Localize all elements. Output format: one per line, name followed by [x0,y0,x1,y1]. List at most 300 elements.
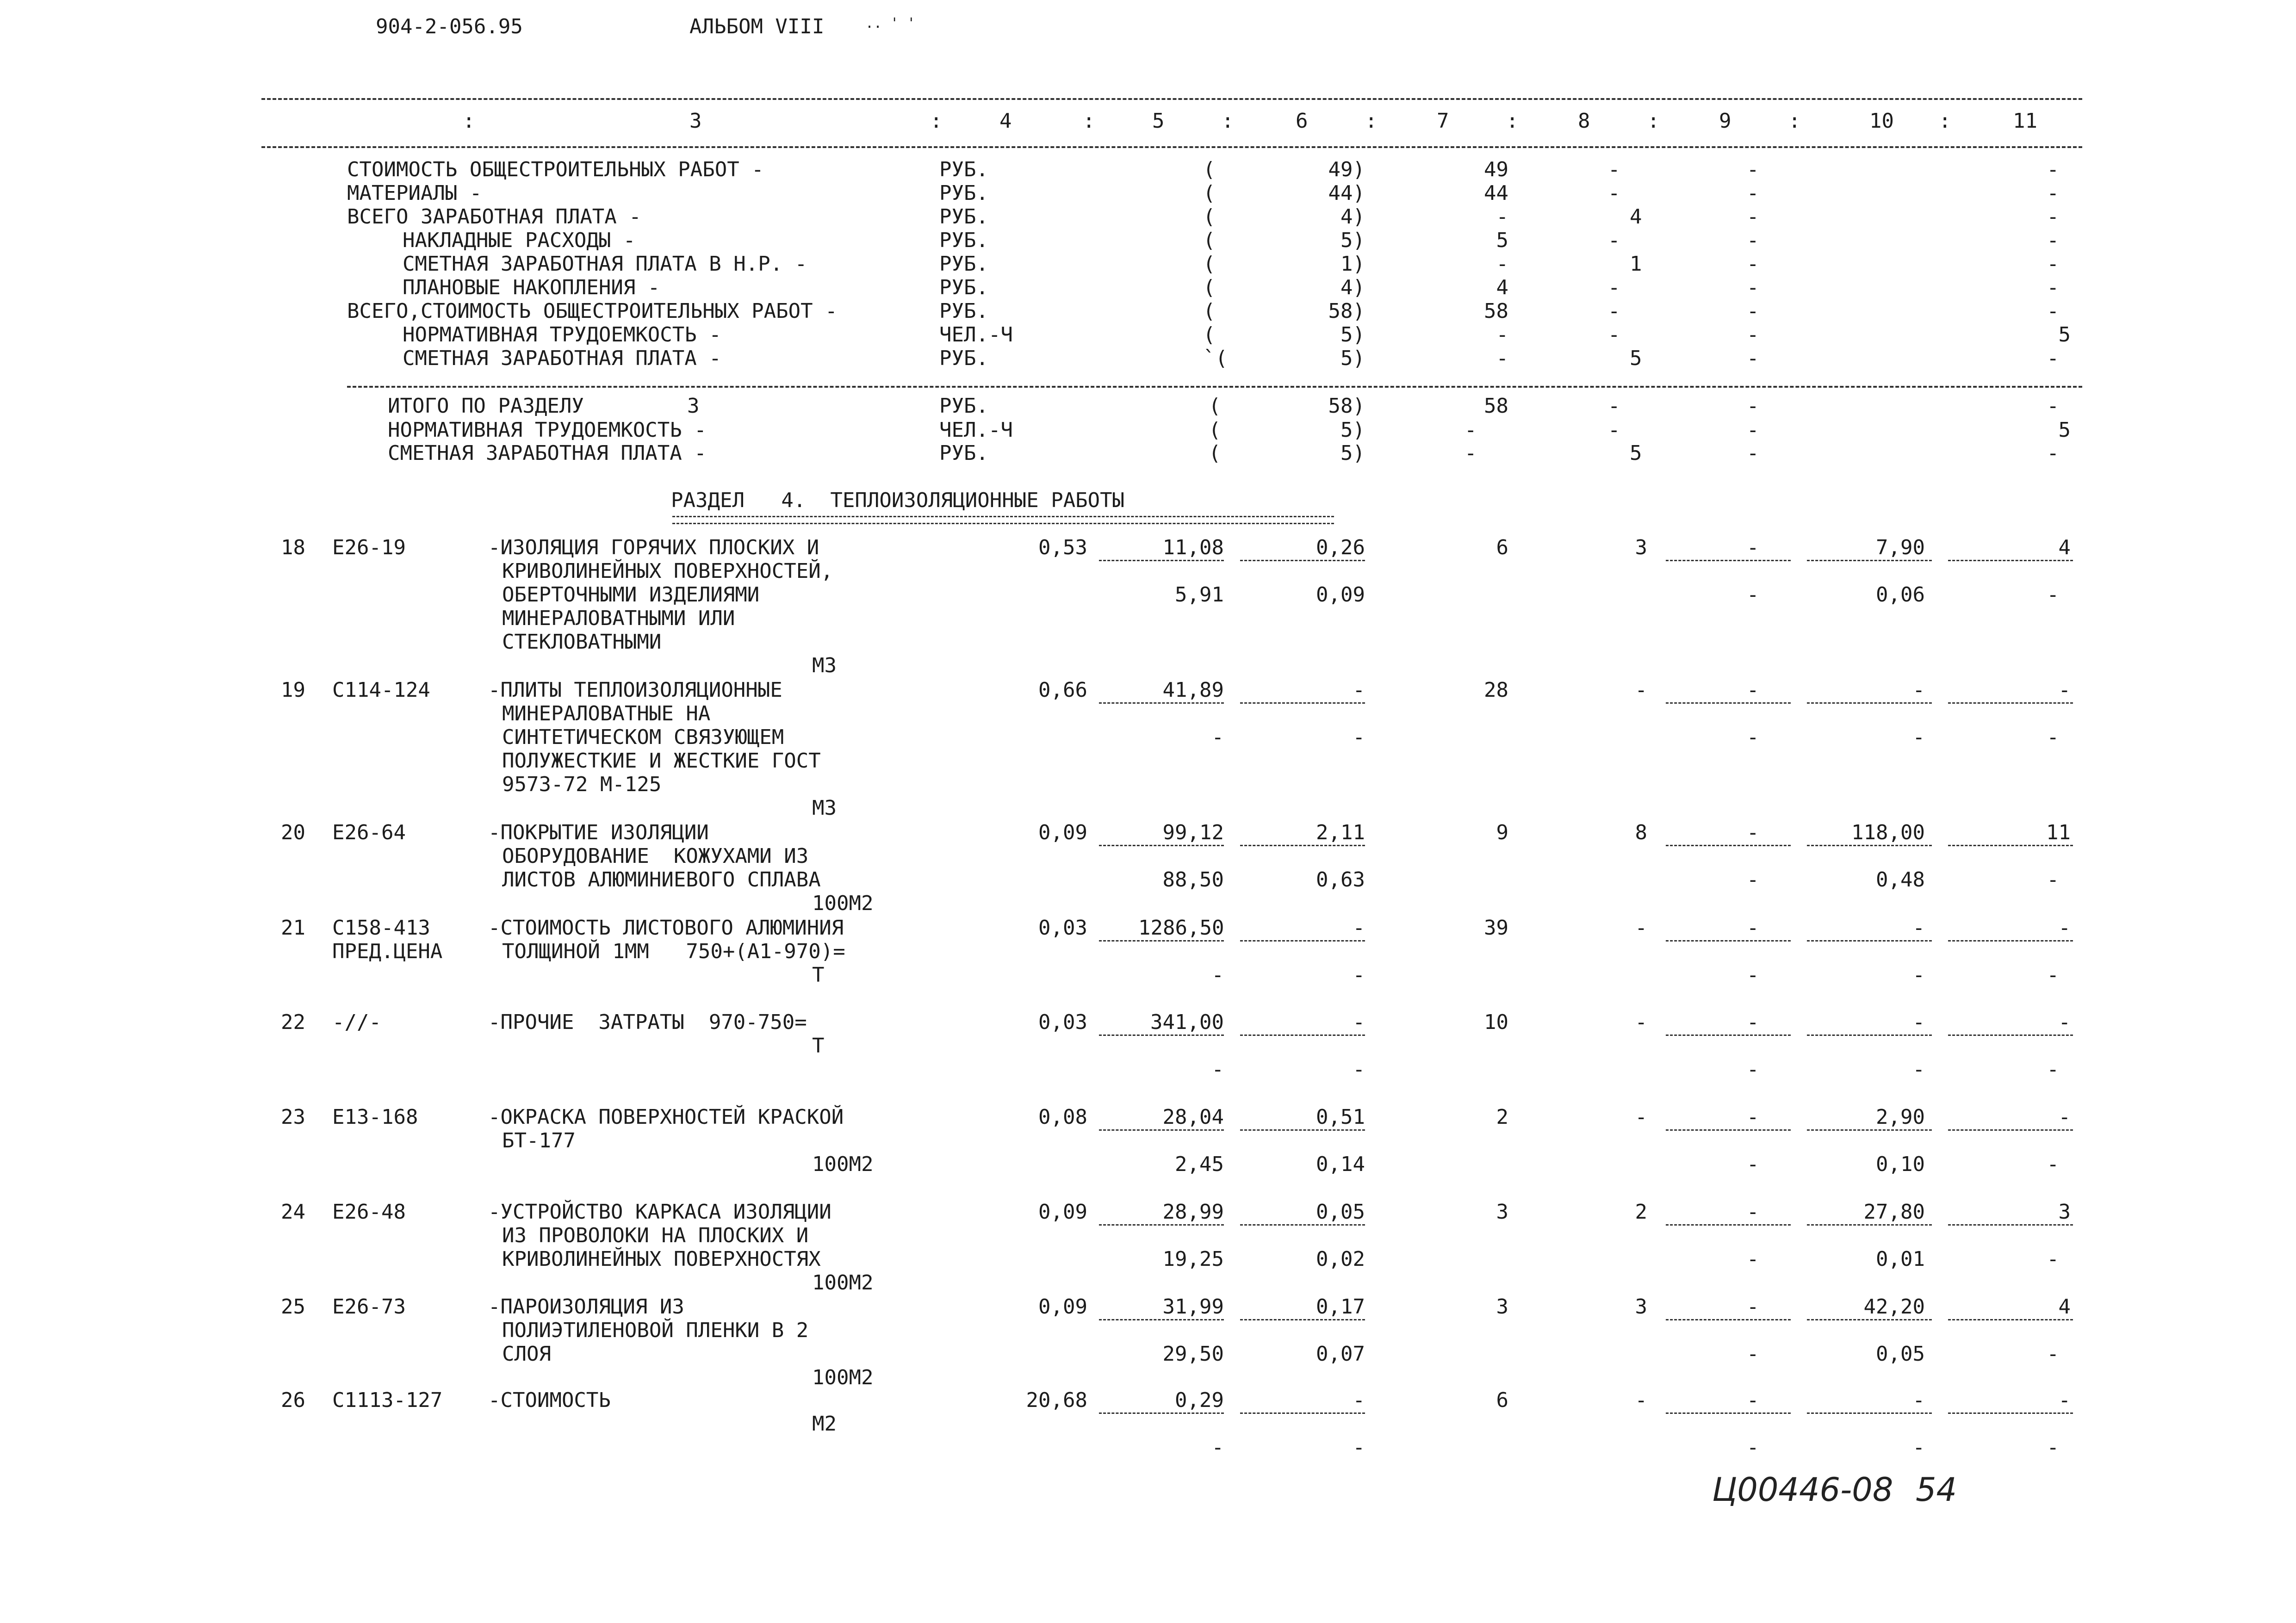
scan-mark: .. ' ' [865,15,916,31]
column-header-cell: : [1506,109,1519,133]
subtotal-rule [1240,702,1365,704]
item-description-line: ОБЕРТОЧНЫМИ ИЗДЕЛИЯМИ [502,583,760,607]
item-col6: - [1353,1388,1365,1412]
item-col6-sub: 0,07 [1316,1342,1365,1366]
subtotal-rule [1948,702,2073,704]
item-col5: 28,99 [1162,1200,1224,1224]
item-description-line: ОБОРУДОВАНИЕ КОЖУХАМИ ИЗ [502,844,809,868]
item-number: 22 [281,1010,305,1034]
total-labor-label: НОРМАТИВНАЯ ТРУДОЕМКОСТЬ - [388,418,707,442]
summary-unit: РУБ. [939,158,988,181]
item-col11: - [2058,678,2071,702]
item-description-line: КРИВОЛИНЕЙНЫХ ПОВЕРХНОСТЯХ [502,1247,821,1271]
item-col11: 3 [2058,1200,2071,1224]
total-section-number: 3 [687,394,700,418]
subtotal-rule [1807,560,1932,561]
item-col5-sub: - [1211,963,1224,987]
subtotal-rule [1948,845,2073,846]
column-header-cell: 4 [999,109,1012,133]
item-col10-sub: - [1912,963,1925,987]
summary-col7: 5 [1496,229,1508,252]
item-col5: 341,00 [1150,1010,1224,1034]
item-code: С1113-127 [332,1388,443,1412]
item-col9-sub: - [1747,1247,1759,1271]
summary-col11: - [2047,158,2059,181]
summary-col10: - [1747,181,1759,205]
subtotal-rule [1240,1129,1365,1131]
summary-paren: ( [1203,229,1216,252]
subtotal-rule [1666,702,1791,704]
item-unit: 100М2 [812,1152,874,1176]
summary-col11: - [2047,181,2059,205]
summary-col6: 5) [1340,229,1365,252]
item-col10-sub: - [1912,725,1925,749]
summary-col7: 4 [1496,276,1508,299]
item-col10: - [1912,678,1925,702]
summary-col7: - [1496,347,1508,370]
item-col11-sub: - [2047,963,2059,987]
item-description-line: ПОЛУЖЕСТКИЕ И ЖЕСТКИЕ ГОСТ [502,749,821,773]
summary-col10: - [1747,229,1759,252]
item-unit: Т [812,1034,825,1058]
item-col9-sub: - [1747,1058,1759,1081]
item-description-line: -УСТРОЙСТВО КАРКАСА ИЗОЛЯЦИИ [488,1200,832,1224]
item-col6-sub: - [1353,1058,1365,1081]
item-code: Е26-64 [332,821,406,844]
summary-col10: - [1747,276,1759,299]
summary-col7: - [1496,323,1508,347]
item-description-line: ТОЛЩИНОЙ 1ММ 750+(А1-970)= [502,940,845,963]
item-col11: - [2058,1388,2071,1412]
item-col11-sub: - [2047,1058,2059,1081]
summary-col6: 4) [1340,276,1365,299]
column-header-cell: : [1222,109,1234,133]
item-col10-sub: - [1912,1436,1925,1459]
item-col6-sub: - [1353,725,1365,749]
item-code: Е26-19 [332,536,406,559]
subtotal-rule [1666,845,1791,846]
subtotal-rule [1948,1035,2073,1036]
summary-unit: РУБ. [939,299,988,323]
item-unit: 100М2 [812,1366,874,1389]
subtotal-rule [1948,940,2073,942]
item-description-line: ЛИСТОВ АЛЮМИНИЕВОГО СПЛАВА [502,868,821,892]
item-col11-sub: - [2047,1247,2059,1271]
summary-unit: РУБ. [939,252,988,276]
item-col10-sub: 0,05 [1876,1342,1925,1366]
column-header-cell: : [1939,109,1951,133]
column-header-cell: 7 [1437,109,1449,133]
album-title: АЛЬБОМ VIII [689,15,825,38]
column-header-cell: : [1083,109,1095,133]
summary-col7: - [1496,252,1508,276]
item-description-line: -СТОИМОСТЬ ЛИСТОВОГО АЛЮМИНИЯ [488,916,844,940]
summary-col8: - [1608,299,1620,323]
subtotal-rule [1948,1412,2073,1414]
summary-col11: - [2047,347,2059,370]
column-header-cell: 11 [2013,109,2037,133]
item-col6: 0,17 [1316,1295,1365,1319]
item-col11: - [2058,1010,2071,1034]
summary-col10: - [1747,158,1759,181]
summary-paren: ( [1203,323,1216,347]
subtotal-rule [1099,1224,1224,1226]
item-col5: 0,29 [1175,1388,1224,1412]
item-col5: 99,12 [1162,821,1224,844]
subtotal-rule [1099,1035,1224,1036]
subtotal-rule [1099,702,1224,704]
subtotal-rule [1240,1035,1365,1036]
subtotal-rule [1807,940,1932,942]
item-col5-sub: 19,25 [1162,1247,1224,1271]
item-number: 18 [281,536,305,559]
summary-paren: ( [1203,205,1216,229]
summary-col9: 1 [1630,252,1642,276]
item-col9-sub: - [1747,1152,1759,1176]
subtotal-rule [1099,940,1224,942]
subtotal-rule [1807,1129,1932,1131]
document-page: 904-2-056.95 АЛЬБОМ VIII .. ' ' : 3 : 4 : 5 : 6 : 7 : 8 : 9 : 10 : 11 СТОИМОСТЬ ОБЩЕСТРОИТЕЛЬНЫХ РАБОТ - РУБ. ( 49) 49 - - - МАТЕРИАЛЫ - РУБ. ( 44) 44 - - - ВСЕГО ЗАРАБОТНАЯ ПЛАТА - РУБ. ( 4) - 4 - - НАКЛАДНЫЕ РАСХОДЫ - РУБ. ( 5) 5 - - - СМЕТНАЯ ЗАРАБОТНАЯ ПЛАТА В Н.Р. - РУБ. ( 1) - 1 - - ПЛАНОВЫЕ НАКОПЛЕНИЯ - РУБ. ( 4) 4 - - - ВСЕГО,СТОИМОСТЬ ОБЩЕСТРОИТЕЛЬНЫХ РАБОТ - РУБ. ( 58) 58 - - - НОРМАТИВНАЯ ТРУДОЕМКОСТЬ - ЧЕЛ.-Ч ( 5) - - - 5 СМЕТНАЯ ЗАРАБОТНАЯ ПЛАТА - РУБ. `( 5) - 5 - - ИТОГО ПО РАЗДЕЛУ 3 РУБ. ( 58) 58 - - - НОРМАТИВНАЯ ТРУДОЕМКОСТЬ - ЧЕЛ.-Ч ( 5) - - - 5 СМЕТНАЯ ЗАРАБОТНАЯ ПЛАТА - РУБ. ( 5) - 5 - - РАЗДЕЛ 4. ТЕПЛОИЗОЛЯЦИОННЫЕ РАБОТЫ 18 Е26-19 -ИЗОЛЯЦИЯ ГОРЯЧИХ ПЛОСКИХ И КРИВОЛИНЕЙНЫХ ПОВЕРХНОСТЕЙ, ОБЕРТОЧНЫМИ ИЗДЕЛИЯМИ МИНЕРАЛОВАТНЫМИ ИЛИ СТЕКЛОВАТНЫМИ М3 0,53 11,08 0,26 6 3 - 7,90 4 5,91 0,09 - 0,06 - 19 С114-124 -ПЛИТЫ ТЕПЛОИЗОЛЯЦИОННЫЕ МИНЕРАЛОВАТНЫЕ НА СИНТЕТИЧЕСКОМ СВЯЗУЮЩЕМ ПОЛУЖЕСТКИЕ И ЖЕСТКИЕ ГОСТ 9573-72 М-125 М3 0,66 41,89 - 28 - - - - - - - - - 20 Е26-64 -ПОКРЫТИЕ ИЗОЛЯЦИИ ОБОРУДОВАНИЕ КОЖУХАМИ ИЗ ЛИСТОВ АЛЮМИНИЕВОГО СПЛАВА 100М2 0,09 99,12 2,11 9 8 - 118,00 11 88,50 0,63 - 0,48 - 21 С158-413 ПРЕД.ЦЕНА -СТОИМОСТЬ ЛИСТОВОГО АЛЮМИНИЯ ТОЛЩИНОЙ 1ММ 750+(А1-970)= Т 0,03 1286,50 - 39 - - - - - - - - - 22 -//- -ПРОЧИЕ ЗАТРАТЫ 970-750= Т 0,03 341,00 - 10 - - - - - - - - - 23 Е13-168 -ОКРАСКА ПОВЕРХНОСТЕЙ КРАСКОЙ БТ-177 100М2 0,08 28,04 0,51 2 - - 2,90 - 2,45 0,14 - 0,10 - 24 Е26-48 -УСТРОЙСТВО КАРКАСА ИЗОЛЯЦИИ ИЗ ПРОВОЛОКИ НА ПЛОСКИХ И КРИВОЛИНЕЙНЫХ ПОВЕРХНОСТЯХ 100М2 0,09 28,99 0,05 3 2 - 27,80 3 19,25 0,02 - 0,01 - 25 Е26-73 -ПАРОИЗОЛЯЦИЯ ИЗ ПОЛИЭТИЛЕНОВОЙ ПЛЕНКИ В 2 СЛОЯ 100М2 0,09 31,99 0,17 3 3 - 42,20 4 29,50 0,07 - 0,05 - 26 С1113-127 -СТОИМОСТЬ М2 20,68 0,29 - 6 - - - - - - - - - Ц00446-08 54 [0,0,2296,1623]
column-header-cell: : [463,109,475,133]
item-col7: 2 [1496,1105,1508,1129]
item-col5: 31,99 [1162,1295,1224,1319]
item-col7: 28 [1484,678,1508,702]
column-header-cell: : [930,109,943,133]
summary-col10: - [1747,323,1759,347]
item-col10-sub: 0,06 [1876,583,1925,607]
item-col4: 0,08 [1038,1105,1087,1129]
summary-col10: - [1747,299,1759,323]
item-description-line: БТ-177 [502,1129,576,1152]
item-col9: - [1747,1105,1759,1129]
subtotal-rule [1240,560,1365,561]
summary-col7: 44 [1484,181,1508,205]
summary-col8: - [1608,276,1620,299]
handwritten-code: Ц00446-08 [1712,1471,1893,1509]
summary-paren: ( [1203,299,1216,323]
item-code-note: ПРЕД.ЦЕНА [332,940,443,963]
item-col8: 2 [1635,1200,1647,1224]
subtotal-rule [1666,940,1791,942]
item-col5-sub: - [1211,1058,1224,1081]
item-description-line: ПОЛИЭТИЛЕНОВОЙ ПЛЕНКИ В 2 [502,1319,809,1342]
item-description-line: -ОКРАСКА ПОВЕРХНОСТЕЙ КРАСКОЙ [488,1105,844,1129]
item-col6: - [1353,916,1365,940]
item-unit: М2 [812,1412,837,1436]
item-code: С114-124 [332,678,430,702]
summary-col10: - [1747,347,1759,370]
item-col11: - [2058,1105,2071,1129]
item-col6-sub: - [1353,1436,1365,1459]
column-header-cell: : [1365,109,1378,133]
item-col6-sub: 0,14 [1316,1152,1365,1176]
item-col6: 2,11 [1316,821,1365,844]
summary-col6: 4) [1340,205,1365,229]
item-code: -//- [332,1010,381,1034]
item-col4: 0,66 [1038,678,1087,702]
item-col7: 10 [1484,1010,1508,1034]
item-col10-sub: 0,48 [1876,868,1925,892]
item-col5: 1286,50 [1138,916,1224,940]
item-number: 23 [281,1105,305,1129]
header-bottom-rule [261,146,2082,148]
item-unit: 100М2 [812,1271,874,1295]
summary-col11: 5 [2058,323,2071,347]
item-col11-sub: - [2047,583,2059,607]
item-col8: - [1635,1105,1647,1129]
item-col5: 41,89 [1162,678,1224,702]
item-col8: - [1635,678,1647,702]
item-description-line: -ПЛИТЫ ТЕПЛОИЗОЛЯЦИОННЫЕ [488,678,782,702]
item-col11-sub: - [2047,1152,2059,1176]
item-col4: 20,68 [1026,1388,1087,1412]
total-unit: РУБ. [939,394,988,418]
summary-col10: - [1747,252,1759,276]
item-number: 25 [281,1295,305,1319]
item-col4: 0,53 [1038,536,1087,559]
item-col11: - [2058,916,2071,940]
summary-label: НАКЛАДНЫЕ РАСХОДЫ - [403,229,636,252]
subtotal-rule [1948,1224,2073,1226]
subtotal-rule [1240,845,1365,846]
item-col6: 0,26 [1316,536,1365,559]
item-col10: 7,90 [1876,536,1925,559]
subtotal-rule [1948,1319,2073,1320]
item-col7: 9 [1496,821,1508,844]
item-col6-sub: 0,02 [1316,1247,1365,1271]
total-label: ИТОГО ПО РАЗДЕЛУ [388,394,584,418]
item-col6: 0,51 [1316,1105,1365,1129]
item-description-line: -СТОИМОСТЬ [488,1388,611,1412]
summary-col10: - [1747,205,1759,229]
item-code: Е13-168 [332,1105,418,1129]
item-col5-sub: 29,50 [1162,1342,1224,1366]
item-description-line: СТЕКЛОВАТНЫМИ [502,630,662,654]
item-col9: - [1747,1295,1759,1319]
subtotal-rule [1807,1035,1932,1036]
subtotal-rule [1240,1319,1365,1320]
summary-rule [347,386,2082,388]
item-col5-sub: - [1211,1436,1224,1459]
item-description-line: 9573-72 М-125 [502,773,662,796]
summary-col6: 49) [1328,158,1365,181]
summary-label: ПЛАНОВЫЕ НАКОПЛЕНИЯ - [403,276,660,299]
summary-col6: 58) [1328,299,1365,323]
item-col9: - [1747,821,1759,844]
item-description-line: -ПРОЧИЕ ЗАТРАТЫ 970-750= [488,1010,807,1034]
summary-unit: РУБ. [939,205,988,229]
subtotal-rule [1666,560,1791,561]
item-unit: М3 [812,654,837,677]
column-header-cell: 6 [1296,109,1308,133]
summary-col8: - [1608,158,1620,181]
item-col4: 0,09 [1038,821,1087,844]
item-col9: - [1747,1388,1759,1412]
summary-paren: ( [1203,158,1216,181]
item-col9-sub: - [1747,868,1759,892]
item-unit: Т [812,963,825,987]
item-description-line: -ИЗОЛЯЦИЯ ГОРЯЧИХ ПЛОСКИХ И [488,536,819,559]
item-description-line: -ПОКРЫТИЕ ИЗОЛЯЦИИ [488,821,709,844]
item-unit: 100М2 [812,892,874,915]
item-col7: 3 [1496,1200,1508,1224]
total-col6: 58) [1328,394,1365,418]
item-col9-sub: - [1747,583,1759,607]
item-description-line: СИНТЕТИЧЕСКОМ СВЯЗУЮЩЕМ [502,725,784,749]
subtotal-rule [1666,1319,1791,1320]
item-col5: 11,08 [1162,536,1224,559]
summary-col11: - [2047,276,2059,299]
summary-col11: - [2047,205,2059,229]
subtotal-rule [1807,1412,1932,1414]
handwritten-page-number: 54 [1916,1471,1957,1509]
summary-label: НОРМАТИВНАЯ ТРУДОЕМКОСТЬ - [403,323,721,347]
column-header-cell: 8 [1578,109,1590,133]
item-col10-sub: - [1912,1058,1925,1081]
summary-col6: 5) [1340,323,1365,347]
summary-col8: - [1608,323,1620,347]
item-number: 26 [281,1388,305,1412]
summary-col6: 44) [1328,181,1365,205]
column-header-cell: 9 [1719,109,1731,133]
document-code: 904-2-056.95 [376,15,523,38]
item-description-line: -ПАРОИЗОЛЯЦИЯ ИЗ [488,1295,684,1319]
subtotal-rule [1099,845,1224,846]
summary-label: ВСЕГО ЗАРАБОТНАЯ ПЛАТА - [347,205,641,229]
column-header-cell: 5 [1152,109,1165,133]
item-col9-sub: - [1747,963,1759,987]
item-col10: 42,20 [1863,1295,1925,1319]
subtotal-rule [1807,1319,1932,1320]
summary-label: ВСЕГО,СТОИМОСТЬ ОБЩЕСТРОИТЕЛЬНЫХ РАБОТ - [347,299,838,323]
column-header-cell: : [1647,109,1660,133]
summary-label: СМЕТНАЯ ЗАРАБОТНАЯ ПЛАТА В Н.Р. - [403,252,807,276]
item-col6-sub: 0,63 [1316,868,1365,892]
item-col7: 39 [1484,916,1508,940]
item-col9: - [1747,1200,1759,1224]
item-col8: 3 [1635,536,1647,559]
column-header-cell: 3 [689,109,702,133]
subtotal-rule [1099,1129,1224,1131]
item-description-line: МИНЕРАЛОВАТНЫМИ ИЛИ [502,607,735,630]
item-col4: 0,03 [1038,916,1087,940]
subtotal-rule [1807,702,1932,704]
item-col5: 28,04 [1162,1105,1224,1129]
subtotal-rule [1948,560,2073,561]
item-col9: - [1747,916,1759,940]
summary-paren: `( [1203,347,1228,370]
item-col7: 6 [1496,1388,1508,1412]
item-code: Е26-73 [332,1295,406,1319]
item-col6: 0,05 [1316,1200,1365,1224]
item-col9-sub: - [1747,1436,1759,1459]
total-wage-label: СМЕТНАЯ ЗАРАБОТНАЯ ПЛАТА - [388,441,707,465]
item-col7: 3 [1496,1295,1508,1319]
item-description-line: КРИВОЛИНЕЙНЫХ ПОВЕРХНОСТЕЙ, [502,559,833,583]
summary-paren: ( [1203,252,1216,276]
item-col9-sub: - [1747,1342,1759,1366]
item-col9: - [1747,1010,1759,1034]
header-top-rule [261,98,2082,100]
item-col8: - [1635,1388,1647,1412]
item-col10: 27,80 [1863,1200,1925,1224]
summary-paren: ( [1203,276,1216,299]
subtotal-rule [1099,1412,1224,1414]
item-col4: 0,03 [1038,1010,1087,1034]
item-description-line: МИНЕРАЛОВАТНЫЕ НА [502,702,711,725]
subtotal-rule [1807,845,1932,846]
summary-unit: РУБ. [939,276,988,299]
item-col5-sub: 2,45 [1175,1152,1224,1176]
subtotal-rule [1666,1224,1791,1226]
item-col8: - [1635,1010,1647,1034]
item-col8: 8 [1635,821,1647,844]
item-col6-sub: 0,09 [1316,583,1365,607]
item-col5-sub: 5,91 [1175,583,1224,607]
item-col10: - [1912,916,1925,940]
item-col10: - [1912,1010,1925,1034]
summary-col7: - [1496,205,1508,229]
section-title-underline [672,516,1334,524]
column-header-cell: : [1788,109,1801,133]
total-col7: 58 [1484,394,1508,418]
subtotal-rule [1666,1129,1791,1131]
summary-label: МАТЕРИАЛЫ - [347,181,482,205]
item-col10: 118,00 [1851,821,1925,844]
subtotal-rule [1948,1129,2073,1131]
summary-col7: 58 [1484,299,1508,323]
subtotal-rule [1240,1224,1365,1226]
item-number: 19 [281,678,305,702]
subtotal-rule [1240,940,1365,942]
item-col11-sub: - [2047,1342,2059,1366]
summary-col8: - [1608,229,1620,252]
summary-col9: 5 [1630,347,1642,370]
item-col10-sub: 0,01 [1876,1247,1925,1271]
item-description-line: ИЗ ПРОВОЛОКИ НА ПЛОСКИХ И [502,1224,809,1247]
item-col7: 6 [1496,536,1508,559]
subtotal-rule [1240,1412,1365,1414]
item-col9: - [1747,536,1759,559]
section-title: РАЗДЕЛ 4. ТЕПЛОИЗОЛЯЦИОННЫЕ РАБОТЫ [671,489,1125,512]
item-unit: М3 [812,796,837,820]
summary-col6: 5) [1340,347,1365,370]
summary-label: СТОИМОСТЬ ОБЩЕСТРОИТЕЛЬНЫХ РАБОТ - [347,158,764,181]
item-number: 20 [281,821,305,844]
item-col6: - [1353,1010,1365,1034]
item-description-line: СЛОЯ [502,1342,551,1366]
item-col4: 0,09 [1038,1295,1087,1319]
item-col11-sub: - [2047,868,2059,892]
item-col8: - [1635,916,1647,940]
summary-label: СМЕТНАЯ ЗАРАБОТНАЯ ПЛАТА - [403,347,721,370]
item-col9: - [1747,678,1759,702]
item-col5-sub: - [1211,725,1224,749]
subtotal-rule [1099,560,1224,561]
item-col5-sub: 88,50 [1162,868,1224,892]
summary-unit: РУБ. [939,347,988,370]
item-col8: 3 [1635,1295,1647,1319]
item-col9-sub: - [1747,725,1759,749]
item-col10-sub: 0,10 [1876,1152,1925,1176]
item-number: 21 [281,916,305,940]
summary-unit: РУБ. [939,181,988,205]
summary-unit: ЧЕЛ.-Ч [939,323,1013,347]
subtotal-rule [1666,1412,1791,1414]
summary-paren: ( [1203,181,1216,205]
item-col11-sub: - [2047,725,2059,749]
item-col6-sub: - [1353,963,1365,987]
